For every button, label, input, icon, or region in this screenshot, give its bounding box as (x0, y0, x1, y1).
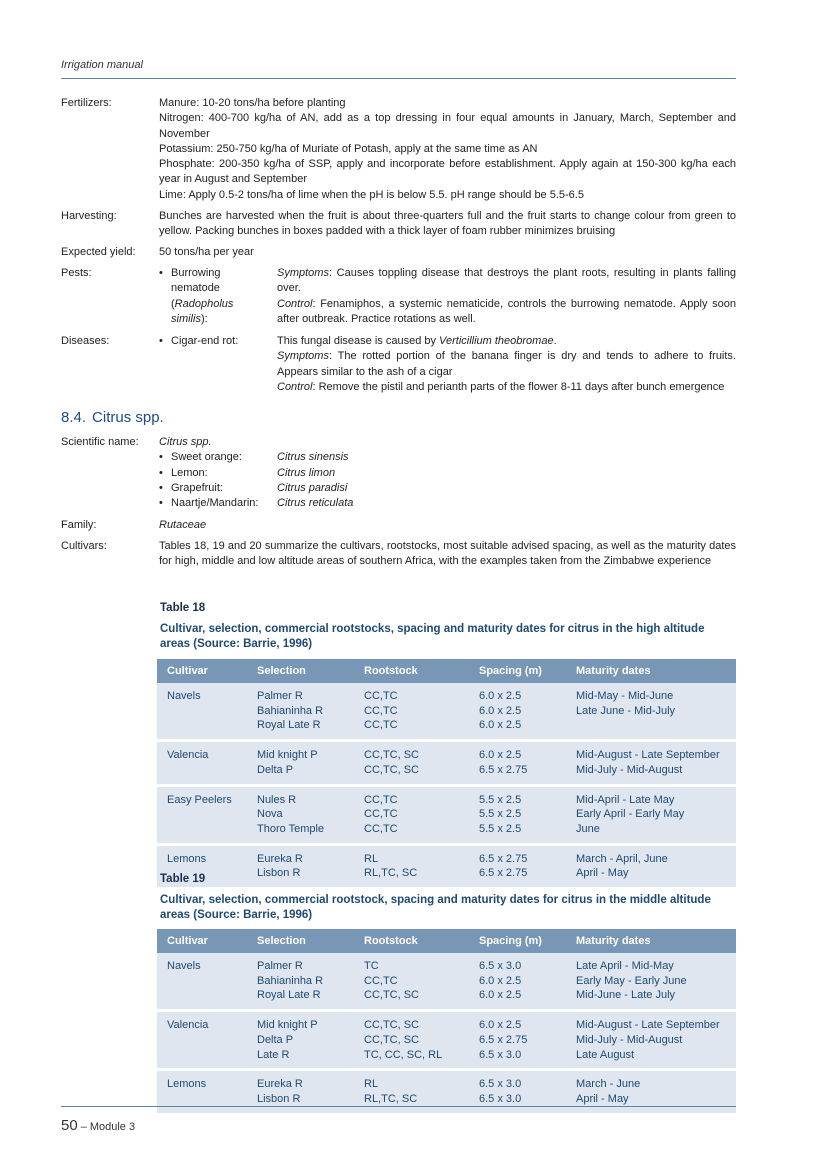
pest-control (277, 297, 736, 328)
bullet: • (159, 466, 163, 479)
control-label: Control (277, 297, 313, 310)
line: RL (364, 1078, 379, 1091)
species-item (159, 481, 736, 496)
table-row (157, 953, 736, 1011)
scientific-name-value (159, 435, 736, 511)
species-item (159, 466, 736, 481)
line: 5.5 x 2.5 (479, 808, 522, 821)
cell-maturity (566, 953, 736, 1011)
species-common: Naartje/Mandarin: (171, 497, 259, 510)
cell-cultivar: Navels (157, 683, 247, 741)
line: Mid-July - Mid-August (576, 763, 683, 776)
disease-description (277, 334, 736, 395)
cause-text: This fungal disease is caused by (277, 335, 440, 347)
species-common: Grapefruit: (171, 481, 223, 494)
col-maturity: Maturity dates (566, 929, 736, 953)
pests-row (61, 266, 736, 330)
line: Mid knight P (257, 1019, 318, 1032)
cell-cultivar: Valencia (157, 1011, 247, 1070)
line: 6.5 x 2.75 (479, 852, 528, 865)
col-cultivar: Cultivar (157, 929, 247, 953)
pest-latin-name: Radopholus similis (171, 297, 234, 325)
col-selection: Selection (247, 929, 354, 953)
line: June (576, 822, 600, 835)
line: 6.5 x 2.75 (479, 1033, 528, 1046)
cell-maturity (566, 1011, 736, 1070)
pathogen-name: Verticillium theobromae (439, 335, 554, 347)
line: Royal Late R (257, 719, 321, 732)
cell-cultivar: Easy Peelers (157, 785, 247, 844)
cell-maturity (566, 683, 736, 741)
line: CC,TC, SC (364, 1033, 419, 1046)
col-cultivar: Cultivar (157, 659, 247, 683)
line: RL,TC, SC (364, 1092, 418, 1105)
cell-spacing (469, 844, 566, 887)
line: April - May (576, 1092, 629, 1105)
line: March - April, June (576, 852, 668, 865)
pest-description (277, 266, 736, 327)
cell-spacing (469, 1011, 566, 1070)
line: Palmer R (257, 960, 303, 972)
table-row (157, 844, 736, 887)
pest-name (171, 266, 271, 327)
line: Mid-April - Late May (576, 793, 675, 806)
line: 6.0 x 2.5 (479, 704, 522, 717)
col-selection: Selection (247, 659, 354, 683)
table-19-title: Table 19 (160, 873, 206, 885)
disease-symptoms (277, 349, 736, 380)
expected-yield-value: 50 tons/ha per year (159, 246, 254, 258)
line: 6.0 x 2.5 (479, 989, 522, 1002)
line: Early May - Early June (576, 974, 687, 987)
cell-rootstock (354, 953, 469, 1011)
species-latin: Citrus limon (277, 466, 336, 479)
line: Early April - Early May (576, 808, 685, 821)
expected-yield-row (61, 245, 736, 261)
line: CC,TC (364, 808, 398, 821)
line: CC,TC (364, 822, 398, 835)
cell-cultivar: Lemons (157, 844, 247, 887)
line: 6.5 x 3.0 (479, 1092, 522, 1105)
table-row (157, 785, 736, 844)
cell-selection (247, 953, 354, 1011)
table-18 (157, 659, 736, 887)
page-footer (61, 1117, 135, 1134)
line: 6.5 x 2.75 (479, 763, 528, 776)
cause-end: . (553, 335, 557, 347)
line: Eureka R (257, 852, 303, 865)
fertilizers-value (159, 96, 736, 203)
line: 6.0 x 2.5 (479, 1019, 522, 1032)
family-label: Family: (61, 519, 97, 531)
table-row (157, 741, 736, 785)
table-row (157, 683, 736, 741)
line: Thoro Temple (257, 822, 325, 835)
line: Lisbon R (257, 1092, 301, 1105)
fertilizer-line-nitrogen: Nitrogen: 400-700 kg/ha of AN, add as a top dressing in four equal amounts in January, March, September and November (159, 112, 736, 140)
scientific-name-genus: Citrus spp. (159, 436, 212, 448)
line: Bahianinha R (257, 974, 324, 987)
col-rootstock: Rootstock (354, 929, 469, 953)
running-header: Irrigation manual (61, 59, 143, 71)
symptoms-label: Symptoms (277, 350, 329, 363)
line: 6.5 x 3.0 (479, 1048, 522, 1061)
line: Late R (257, 1048, 290, 1061)
species-item (159, 450, 736, 465)
line: CC,TC (364, 690, 398, 702)
line: TC (364, 960, 379, 972)
symptoms-text: : Causes toppling disease that destroys the plant roots, resulting in plants falling over. (277, 267, 736, 295)
species-common: Sweet orange: (171, 451, 242, 464)
harvesting-value: Bunches are harvested when the fruit is about three-quarters full and the fruit starts to change colour from green to yellow. Packing bunches in boxes padded with a thick layer of foam rubber minimizes bruising (159, 210, 736, 238)
fertilizers-row (61, 96, 736, 206)
fertilizers-label: Fertilizers: (61, 97, 112, 109)
cell-selection (247, 683, 354, 741)
species-latin: Citrus paradisi (277, 481, 348, 494)
line: 5.5 x 2.5 (479, 822, 522, 835)
diseases-label: Diseases: (61, 335, 110, 347)
cell-maturity (566, 844, 736, 887)
line: 6.0 x 2.5 (479, 749, 522, 762)
symptoms-text: : The rotted portion of the banana finger is dry and tends to adhere to fruits. Appears similar to the ash of a cigar (277, 350, 736, 378)
footer-dash: – (80, 1121, 87, 1133)
line: 6.0 x 2.5 (479, 690, 522, 702)
bullet: • (159, 267, 163, 279)
cell-spacing (469, 953, 566, 1011)
cell-rootstock (354, 844, 469, 887)
line: April - May (576, 867, 629, 880)
cell-spacing (469, 683, 566, 741)
table-19 (157, 929, 736, 1113)
line: 6.5 x 2.75 (479, 867, 528, 880)
line: CC,TC, SC (364, 763, 419, 776)
line: Mid-August - Late September (576, 1019, 720, 1032)
disease-control (277, 380, 736, 395)
cell-rootstock (354, 1011, 469, 1070)
cell-rootstock (354, 741, 469, 785)
species-latin: Citrus reticulata (277, 497, 354, 510)
pest-name-line2: nematode (171, 282, 220, 295)
control-label: Control (277, 380, 313, 393)
line: Late June - Mid-July (576, 704, 676, 717)
control-text: : Fenamiphos, a systemic nematicide, controls the burrowing nematode. Apply soon after outbreak. Practice rotations as well. (277, 297, 736, 325)
cultivars-value: Tables 18, 19 and 20 summarize the cultivars, rootstocks, most suitable advised spacing, as well as the maturity dates for high, middle and low altitude areas of southern Africa, with the examples taken from the Zimbabwe experience (159, 540, 736, 568)
line: TC, CC, SC, RL (364, 1048, 443, 1061)
col-spacing: Spacing (m) (469, 659, 566, 683)
diseases-row (61, 334, 736, 398)
cell-selection (247, 785, 354, 844)
disease-cause (277, 334, 736, 349)
cell-rootstock (354, 785, 469, 844)
line: Late April - Mid-May (576, 960, 674, 972)
family-row (61, 518, 736, 534)
line: Lisbon R (257, 867, 301, 880)
line: Palmer R (257, 690, 303, 702)
page-number: 50 (61, 1117, 78, 1134)
cell-cultivar: Lemons (157, 1070, 247, 1113)
line: CC,TC (364, 719, 398, 732)
line: 6.5 x 3.0 (479, 960, 522, 972)
cell-selection (247, 1011, 354, 1070)
header-rule (61, 78, 736, 79)
col-rootstock: Rootstock (354, 659, 469, 683)
table-18-title: Table 18 (160, 602, 206, 614)
line: Mid-August - Late September (576, 749, 720, 762)
line: RL,TC, SC (364, 867, 418, 880)
line: RL (364, 852, 379, 865)
scientific-name-row (61, 435, 736, 515)
line: CC,TC, SC (364, 989, 419, 1002)
cell-cultivar: Navels (157, 953, 247, 1011)
species-common: Lemon: (171, 466, 208, 479)
harvesting-row (61, 209, 736, 241)
col-maturity: Maturity dates (566, 659, 736, 683)
scientific-name-label: Scientific name: (61, 436, 139, 448)
cell-maturity (566, 785, 736, 844)
species-latin: Citrus sinensis (277, 451, 349, 464)
line: 6.0 x 2.5 (479, 719, 522, 732)
line: CC,TC (364, 793, 398, 806)
species-item (159, 496, 736, 511)
cell-cultivar: Valencia (157, 741, 247, 785)
cell-selection (247, 741, 354, 785)
family-value: Rutaceae (159, 519, 207, 531)
pest-name-close: ): (200, 312, 208, 325)
cultivars-row (61, 539, 736, 587)
cultivars-label: Cultivars: (61, 540, 107, 552)
cell-maturity (566, 741, 736, 785)
bullet: • (159, 497, 163, 510)
line: 5.5 x 2.5 (479, 793, 522, 806)
fertilizer-line-manure: Manure: 10-20 tons/ha before planting (159, 97, 346, 109)
fertilizer-line-potassium: Potassium: 250-750 kg/ha of Muriate of Potash, apply at the same time as AN (159, 142, 538, 155)
table-18-caption: Cultivar, selection, commercial rootstocks, spacing and maturity dates for citrus in the high altitude areas (Source: Barrie, 1996) (160, 623, 705, 650)
harvesting-label: Harvesting: (61, 210, 117, 222)
table-row (157, 1011, 736, 1070)
line: Royal Late R (257, 989, 321, 1002)
bullet: • (159, 451, 163, 464)
line: 6.0 x 2.5 (479, 974, 522, 987)
cell-spacing (469, 785, 566, 844)
line: CC,TC (364, 704, 398, 717)
symptoms-label: Symptoms (277, 267, 329, 279)
line: Delta P (257, 763, 294, 776)
line: CC,TC, SC (364, 749, 419, 762)
pests-label: Pests: (61, 267, 92, 279)
control-text: : Remove the pistil and perianth parts of the flower 8-11 days after bunch emergence (312, 380, 725, 393)
col-spacing: Spacing (m) (469, 929, 566, 953)
fertilizer-line-phosphate: Phosphate: 200-350 kg/ha of SSP, apply and incorporate before establishment. Apply again at 150-300 kg/ha each year in August and September (159, 158, 736, 186)
disease-name: Cigar-end rot: (171, 335, 239, 347)
line: Mid-May - Mid-June (576, 690, 674, 702)
line: Bahianinha R (257, 704, 324, 717)
line: Nova (257, 808, 283, 821)
table-header-row (157, 659, 736, 683)
line: Mid-June - Late July (576, 989, 676, 1002)
line: Nules R (257, 793, 297, 806)
line: Delta P (257, 1033, 294, 1046)
bullet: • (159, 481, 163, 494)
cell-rootstock (354, 683, 469, 741)
pest-name-line1: Burrowing (171, 267, 221, 279)
table-header-row (157, 929, 736, 953)
line: CC,TC, SC (364, 1019, 419, 1032)
line: CC,TC (364, 974, 398, 987)
line: March - June (576, 1078, 641, 1091)
line: Late August (576, 1048, 635, 1061)
cell-spacing (469, 741, 566, 785)
line: Eureka R (257, 1078, 303, 1091)
footer-rule (61, 1106, 736, 1107)
module-label: Module 3 (89, 1121, 136, 1133)
pest-symptoms (277, 266, 736, 297)
bullet: • (159, 335, 163, 347)
line: Mid knight P (257, 749, 318, 762)
line: Mid-July - Mid-August (576, 1033, 683, 1046)
table-19-caption: Cultivar, selection, commercial rootstock, spacing and maturity dates for citrus in the middle altitude areas (Source: Barrie, 1996) (160, 894, 711, 921)
fertilizer-line-lime: Lime: Apply 0.5-2 tons/ha of lime when the pH is below 5.5. pH range should be 5.5-6.5 (159, 188, 584, 201)
pest-name-open: ( (171, 297, 175, 310)
line: 6.5 x 3.0 (479, 1078, 522, 1091)
section-heading (61, 409, 164, 426)
expected-yield-label: Expected yield: (61, 246, 136, 258)
section-title: Citrus spp. (92, 409, 164, 426)
section-number: 8.4. (61, 409, 87, 426)
cell-selection (247, 844, 354, 887)
